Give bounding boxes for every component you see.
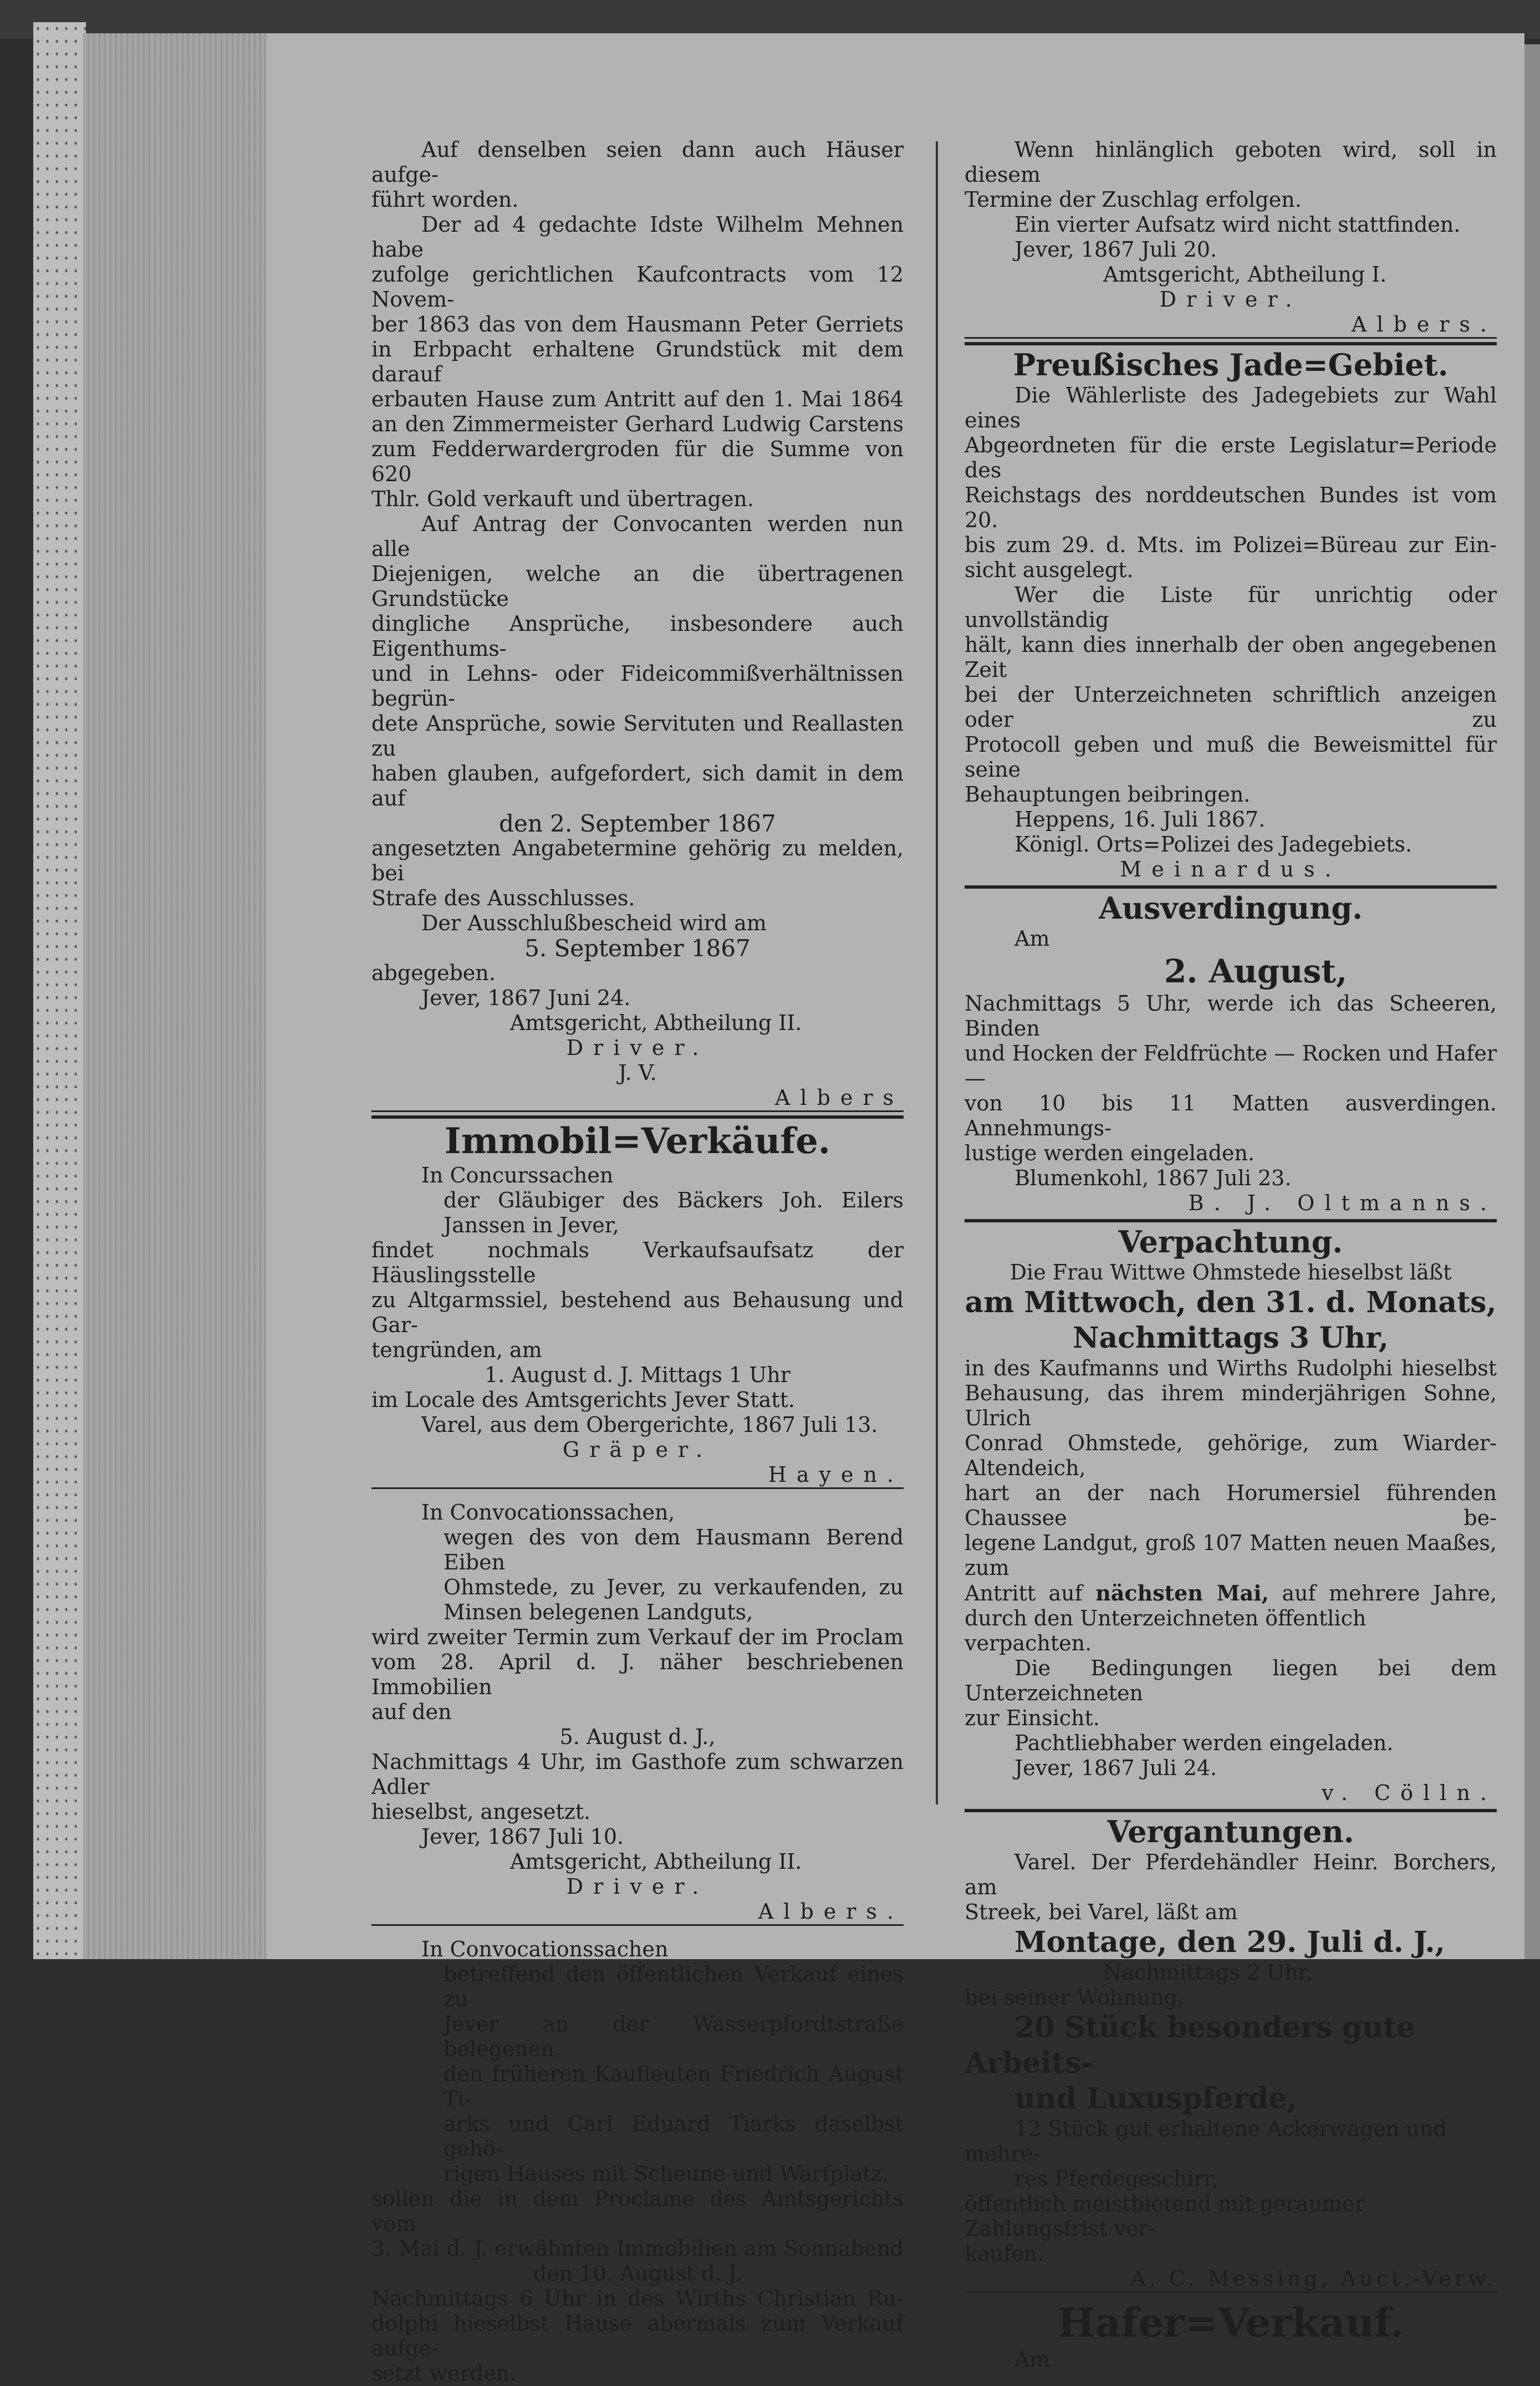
bold-fragment: nächsten Mai, [1095,1581,1269,1605]
text-line: durch den Unterzeichneten öffentlich verpachten. [965,1606,1366,1655]
place-date: Jever, 1867 Juli 10. [421,1824,624,1849]
place-date: Jever, 1867 Juli 24. [1014,1756,1217,1780]
signature: Driver. [566,1874,709,1899]
place-date: Blumenkohl, 1867 Juli 23. [1014,1166,1292,1190]
text-line: Die Frau Wittwe Ohmstede hieselbst läßt [1009,1260,1452,1284]
text-line: Die Wählerliste des Jadegebiets zur Wahl eines [965,383,1497,432]
signature: Gräper. [562,1437,713,1462]
section-heading: Immobil=Verkäufe. [444,1120,831,1162]
authority: Amtsgericht, Abtheilung II. [510,1849,802,1874]
signature: Driver. [566,1036,709,1060]
signature: Meinardus. [1120,857,1342,881]
page-stack [83,33,272,1959]
text-line: Minsen belegenen Landguts, [443,1600,753,1624]
signature: v. Cölln. [1322,1781,1497,1805]
text-line: und Hocken der Feldfrüchte — Rocken und Hafer — [965,1041,1497,1090]
text-line: legene Landgut, groß 107 Matten neuen Maaßes, zum [965,1531,1497,1580]
text-line: in Erbpacht erhaltene Grundstück mit dem darauf [371,337,904,386]
text-line: Behauptungen beibringen. [965,782,1251,807]
item-emphasis: und Luxuspferde, [1014,2082,1297,2115]
text-line: hart an der nach Horumersiel führenden Chaussee be- [965,1481,1497,1530]
text-line: Behausung, das ihrem minderjährigen Sohne, Ulrich [965,1381,1497,1430]
text-line: rigen Hauses mit Scheune und Warfplatz, [443,2161,889,2186]
signature: A. C. Messing, Auct.-Verw. [965,2266,1497,2293]
text-line: wegen des von dem Hausmann Berend Eiben [443,1525,904,1574]
section-rule [965,342,1497,345]
text-line: Auf Antrag der Convocanten werden nun alle [371,512,904,561]
text-line: 12 Stück gut erhaltene Ackerwagen und mehre- [965,2117,1447,2166]
text-line: tengründen, am [371,1338,542,1362]
section-rule [965,1809,1497,1812]
text-line: Der ad 4 gedachte Idste Wilhelm Mehnen habe [371,212,904,262]
section-heading: Hafer=Verkauf. [1057,2299,1404,2346]
date-line: den 10. August d. J. [533,2261,742,2286]
text-line: In Convocationssachen, [421,1500,675,1525]
text-line: zur Einsicht. [965,1706,1100,1730]
text-line: bei der Unterzeichneten schriftlich anzeigen oder zu [965,682,1497,732]
text-line: im Locale des Amtsgerichts Jever Statt. [371,1388,795,1412]
section-rule [965,885,1497,889]
authority: Amtsgericht, Abtheilung II. [510,1011,802,1035]
place-date: Varel, aus dem Obergerichte, 1867 Juli 13. [421,1413,878,1437]
text-line: erbauten Hause zum Antritt auf den 1. Mai 1864 [371,387,904,411]
text-line: hält, kann dies innerhalb der oben angegebenen Zeit [965,633,1497,682]
left-column [371,137,904,2386]
text-line: Nachmittags 5 Uhr, werde ich das Scheeren, Binden [965,991,1497,1041]
text-line: Wer die Liste für unrichtig oder unvollständig [965,583,1497,632]
text-line: Protocoll geben und muß die Beweismittel für seine [965,732,1497,782]
date-line: 5. August d. J., [559,1725,716,1749]
section-heading: Preußisches Jade=Gebiet. [1013,347,1449,383]
text-line: Auf denselben seien dann auch Häuser aufge- [371,137,904,187]
date-line: 1. August d. J. Mittags 1 Uhr [485,1363,791,1387]
text-line: Strafe des Ausschlusses. [371,886,635,910]
text-line: findet nochmals Verkaufsaufsatz der Häuslingsstelle [371,1238,904,1287]
text-line: den früheren Kaufleuten Friedrich August Ti- [443,2062,904,2111]
text-line: Termine der Zuschlag erfolgen. [965,187,1302,212]
date-emphasis: am Mittwoch, den 31. d. Monats, [965,1286,1497,1319]
text-line: wird zweiter Termin zum Verkauf der im Proclam [371,1625,904,1649]
text-fragment: Antritt auf [965,1581,1083,1605]
text-line: sicht ausgelegt. [965,558,1134,582]
text-line: Streek, bei Varel, läßt am [965,1900,1238,1924]
text-line: an den Zimmermeister Gerhard Ludwig Carstens [371,412,904,436]
section-rule [965,1219,1497,1222]
text-line: dingliche Ansprüche, insbesondere auch Eigenthums- [371,611,904,661]
place-date: Jever, 1867 Juli 20. [1014,237,1217,262]
date-line: 5. September 1867 [524,935,751,962]
right-column [965,137,1497,2372]
text-line: betreffend den öffentlichen Verkauf eines zu [443,1962,904,2011]
text-line: dolphi hieselbst Hause abermals zum Verkauf aufge- [371,2311,904,2360]
text-line: Nachmittags 2 Uhr, [1103,1960,1313,1985]
text-line: Am [1014,926,1050,951]
text-line: Wenn hinlänglich geboten wird, soll in diesem [965,137,1497,187]
signature: Albers. [965,312,1497,339]
column-divider [936,141,938,1804]
text-line: Die Bedingungen liegen bei dem Unterzeichneten [965,1656,1497,1705]
text-line: auf den [371,1700,452,1724]
text-line: vom 28. April d. J. näher beschriebenen Immobilien [371,1650,904,1699]
section-rule [371,1115,904,1119]
place-date: Jever, 1867 Juni 24. [421,986,631,1010]
signature: B. J. Oltmanns. [1188,1191,1497,1215]
text-line: bis zum 29. d. Mts. im Polizei=Büreau zur Ein- [965,533,1497,557]
text-line: zum Fedderwardergroden für die Summe von 620 [371,437,904,486]
text-line: Jever an der Wasserpfordtstraße belegenen, [443,2012,904,2061]
signature: Hayen. [371,1462,904,1489]
place-date: Heppens, 16. Juli 1867. [1014,807,1266,832]
text-line: Varel. Der Pferdehändler Heinr. Borchers, am [965,1850,1497,1899]
item-emphasis: 20 Stück besonders gute Arbeits- [965,2011,1415,2080]
signature: Albers. [371,1899,904,1926]
text-line: haben glauben, aufgefordert, sich damit in dem auf [371,761,904,810]
authority: Amtsgericht, Abtheilung I. [1103,262,1387,287]
text-line: Abgeordneten für die erste Legislatur=Periode des [965,433,1497,482]
text-line: zu Altgarmssiel, bestehend aus Behausung und Gar- [371,1288,904,1337]
text-line: führt worden. [371,187,519,212]
text-line: Janssen in Jever, [443,1213,619,1237]
text-line: angesetzten Angabetermine gehörig zu melden, bei [371,836,904,885]
section-heading: Verpachtung. [1118,1224,1343,1260]
signature-note: J. V. [618,1061,657,1085]
text-line: In Convocationssachen [421,1937,669,1961]
text-line: Der Ausschlußbescheid wird am [421,911,767,935]
text-line: In Concurssachen [421,1163,614,1187]
text-line: Nachmittags 4 Uhr, im Gasthofe zum schwarzen Adler [371,1750,904,1799]
text-line: bei seiner Wohnung, [965,1985,1185,2010]
date-emphasis: Montage, den 29. Juli d. J., [1014,1925,1445,1959]
text-fragment: auf mehrere Jahre, [1282,1581,1497,1605]
signature: Albers [371,1085,904,1112]
text-line: 3. Mai d. J. erwähnten Immobilien am Sonnabend [371,2236,904,2261]
text-line: setzt werden. [371,2361,517,2385]
text-line: Ein vierter Aufsatz wird nicht stattfinden. [1014,212,1461,237]
text-line: zufolge gerichtlichen Kaufcontracts vom 12 Novem- [371,262,904,312]
time-emphasis: Nachmittags 3 Uhr, [1072,1321,1389,1355]
text-line: kaufen. [965,2241,1044,2266]
text-line: sollen die in dem Proclame des Amtsgerichts vom [371,2186,904,2236]
text-line: ber 1863 das von dem Hausmann Peter Gerriets [371,312,904,337]
text-line: Diejenigen, welche an die übertragenen Grundstücke [371,562,904,611]
signature: Driver. [1159,287,1302,312]
text-line: Thlr. Gold verkauft und übertragen. [371,487,754,511]
text-line: in des Kaufmanns und Wirths Rudolphi hieselbst [965,1356,1497,1380]
text-line: öffentlich meistbietend mit geraumer Zahlungsfrist ver- [965,2191,1365,2241]
text-line: der Gläubiger des Bäckers Joh. Eilers [443,1188,904,1212]
page-right-edge [1524,44,1540,1959]
text-line: arks und Carl Eduard Tiarks daselbst gehö- [443,2112,904,2161]
date-line: den 2. September 1867 [499,810,776,837]
section-heading: Ausverdingung. [1098,890,1363,926]
section-heading: Vergantungen. [1107,1814,1354,1849]
book-edge-speckled [33,22,86,1959]
text-line: Am [1014,2347,1050,2372]
text-line: hieselbst, angesetzt. [371,1799,591,1824]
text-line: lustige werden eingeladen. [965,1141,1255,1165]
text-line [965,1581,1497,1606]
text-line: Ohmstede, zu Jever, zu verkaufenden, zu [443,1575,904,1599]
text-line: Conrad Ohmstede, gehörige, zum Wiarder-Altendeich, [965,1431,1497,1480]
text-line: und in Lehns- oder Fideicommißverhältnissen begrün- [371,661,904,711]
date-emphasis: 2. August, [1164,952,1348,990]
authority: Königl. Orts=Polizei des Jadegebiets. [1014,832,1412,856]
text-line: Reichstags des norddeutschen Bundes ist vom 20. [965,483,1497,532]
text-line: Pachtliebhaber werden eingeladen. [1014,1731,1394,1755]
text-line: Nachmittags 6 Uhr in des Wirths Christian Ru- [371,2286,904,2311]
text-line: abgegeben. [371,961,496,985]
text-line: dete Ansprüche, sowie Servituten und Reallasten zu [371,711,904,761]
text-line: res Pferdegeschirr, [1014,2166,1218,2191]
text-line: von 10 bis 11 Matten ausverdingen. Annehmungs- [965,1091,1497,1140]
